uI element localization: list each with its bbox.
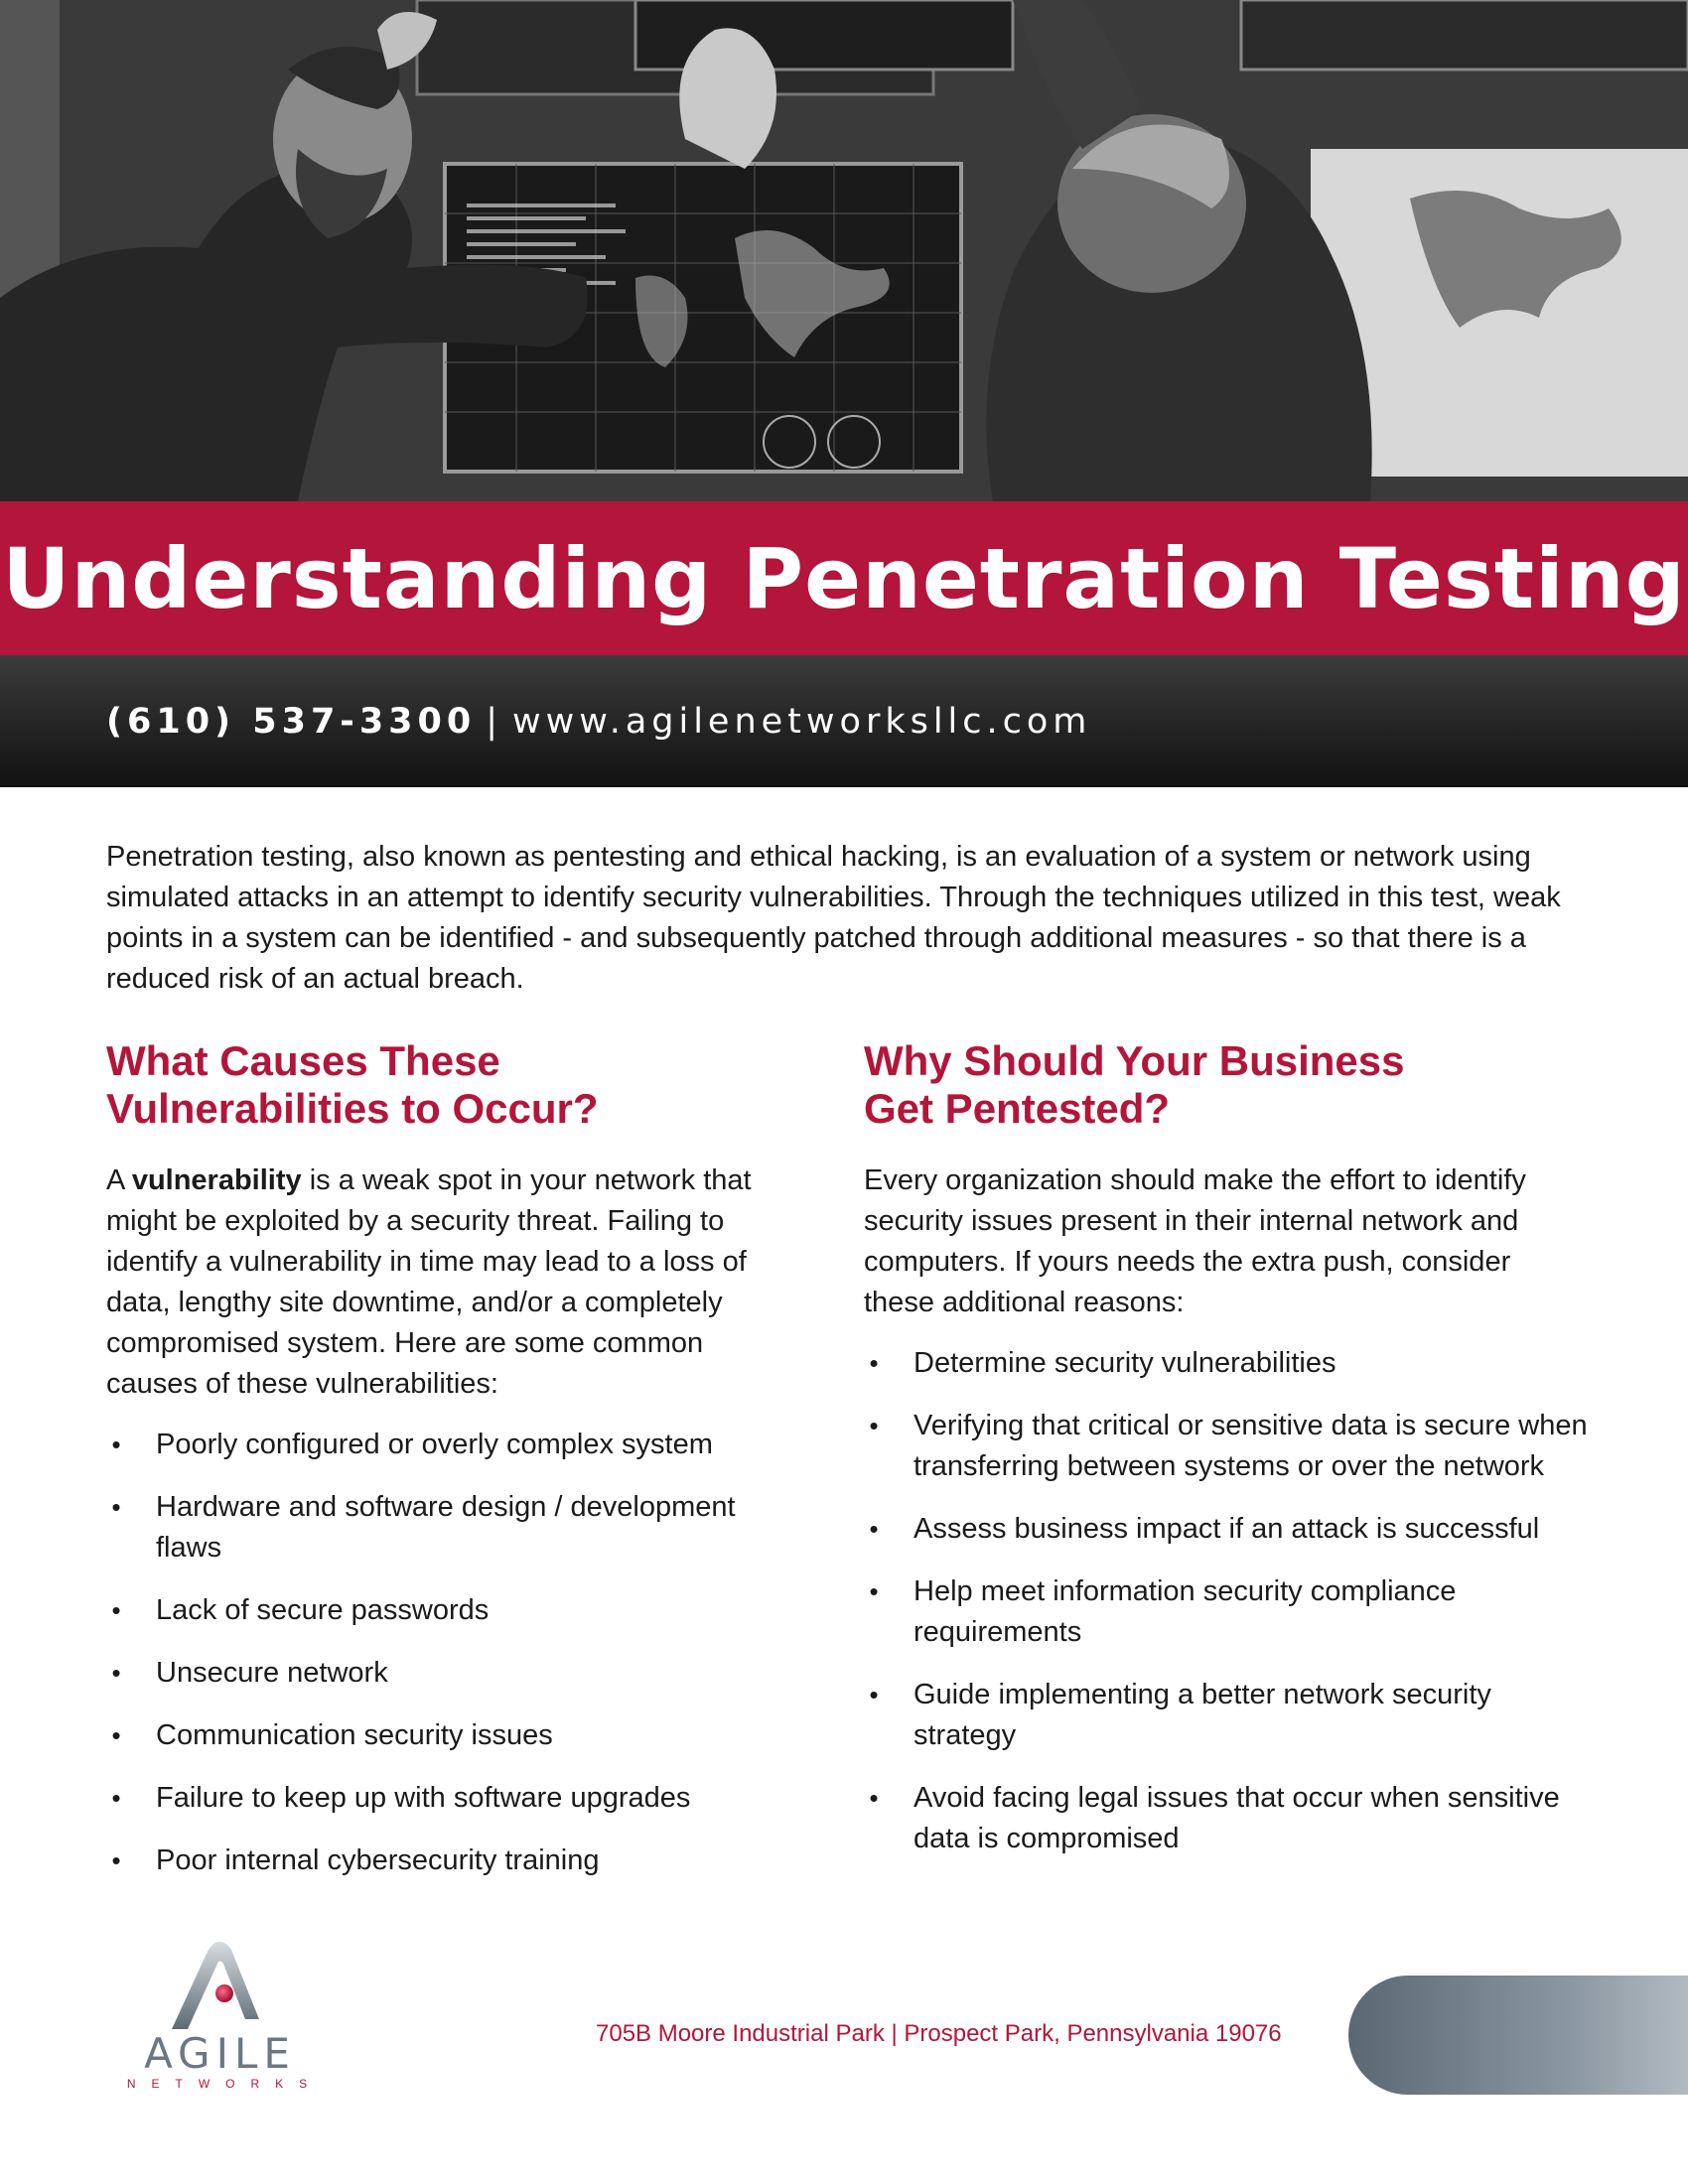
list-item	[106, 1590, 801, 1631]
bullet-icon: •	[111, 1845, 121, 1875]
bullet-icon: •	[111, 1783, 121, 1813]
list-item-text: Verifying that critical or sensitive data is secure when transferring between systems or over the network	[914, 1410, 1588, 1482]
list-item	[106, 1841, 801, 1881]
list-item-text: Poor internal cybersecurity training	[156, 1844, 600, 1876]
bullet-icon: •	[869, 1348, 879, 1378]
phone-number: (610) 537-3300	[106, 702, 477, 742]
right-paragraph: Every organization should make the effort to identify security issues present in their internal network and computers. If yours needs the extra push, consider these additional reasons:	[864, 1164, 1526, 1318]
company-address: 705B Moore Industrial Park | Prospect Park, Pennsylvania 19076	[596, 2020, 1282, 2047]
list-item-text: Assess business impact if an attack is successful	[914, 1513, 1540, 1545]
left-heading-line1: What Causes These	[106, 1037, 500, 1084]
bullet-icon: •	[869, 1514, 879, 1544]
bullet-icon: •	[111, 1595, 121, 1625]
list-item-text: Communication security issues	[156, 1719, 553, 1751]
company-logo	[103, 1936, 337, 2091]
bullet-icon: •	[111, 1720, 121, 1750]
list-item	[106, 1653, 801, 1694]
contact-line	[106, 702, 1091, 742]
left-para-prefix: A	[106, 1164, 124, 1196]
right-heading-line1: Why Should Your Business	[864, 1037, 1405, 1084]
bullet-icon: •	[111, 1492, 121, 1522]
right-heading	[864, 1037, 1589, 1133]
footer-accent-shape	[1348, 1976, 1688, 2095]
bullet-icon: •	[869, 1783, 879, 1813]
list-item-text: Unsecure network	[156, 1657, 388, 1689]
list-item-text: Avoid facing legal issues that occur when sensitive data is compromised	[914, 1782, 1560, 1854]
list-item-text: Failure to keep up with software upgrades	[156, 1782, 691, 1814]
right-column	[864, 1037, 1589, 1881]
list-item	[864, 1406, 1589, 1487]
bullet-icon: •	[869, 1411, 879, 1440]
list-item	[864, 1778, 1589, 1859]
left-heading	[106, 1037, 801, 1133]
title-banner	[0, 501, 1688, 655]
logo-wordmark: AGILE	[144, 2029, 296, 2078]
list-item-text: Lack of secure passwords	[156, 1594, 490, 1626]
right-heading-line2: Get Pentested?	[864, 1085, 1171, 1132]
causes-list	[106, 1425, 801, 1881]
list-item-text: Hardware and software design / development flaws	[156, 1491, 736, 1564]
bullet-icon: •	[869, 1576, 879, 1606]
list-item	[864, 1675, 1589, 1756]
list-item	[864, 1343, 1589, 1384]
reasons-list	[864, 1343, 1589, 1859]
list-item-text: Poorly configured or overly complex system	[156, 1429, 713, 1460]
intro-paragraph: Penetration testing, also known as pentesting and ethical hacking, is an evaluation of a system or network using simulated attacks in an attempt to identify security vulnerabilities. Through the techniques utilized in this test, weak points in a system can be identified - and subsequently patched through additional measures - so that there is a reduced risk of an actual breach.	[106, 841, 1561, 995]
hero-illustration	[0, 0, 1688, 501]
bullet-icon: •	[111, 1430, 121, 1459]
contact-strip	[0, 655, 1688, 787]
list-item	[106, 1425, 801, 1465]
contact-separator: |	[486, 702, 503, 742]
website-url: www.agilenetworksllc.com	[512, 702, 1092, 742]
list-item-text: Guide implementing a better network security strategy	[914, 1679, 1491, 1751]
bullet-icon: •	[111, 1658, 121, 1688]
left-heading-line2: Vulnerabilities to Occur?	[106, 1085, 599, 1132]
left-column	[106, 1037, 801, 1903]
vulnerability-term: vulnerability	[131, 1164, 302, 1196]
hero-image	[0, 0, 1688, 501]
list-item-text: Help meet information security compliance requirements	[914, 1575, 1457, 1648]
list-item	[864, 1509, 1589, 1550]
logo-mark-icon	[103, 1936, 337, 2035]
bullet-icon: •	[869, 1680, 879, 1709]
list-item	[106, 1487, 801, 1569]
list-item	[864, 1571, 1589, 1653]
left-paragraph	[106, 1160, 801, 1405]
list-item-text: Determine security vulnerabilities	[914, 1347, 1336, 1379]
list-item	[106, 1778, 801, 1819]
logo-subtitle: NETWORKS	[126, 2077, 324, 2091]
list-item	[106, 1715, 801, 1756]
left-para-rest: is a weak spot in your network that might be exploited by a security threat. Failing to identify a vulnerability in time may lead to a loss of data, lengthy site downtime, and/or a completely compromised system. Here are some common causes of these vulnerabilities:	[106, 1164, 752, 1400]
page-title: Understanding Penetration Testing	[2, 529, 1686, 627]
